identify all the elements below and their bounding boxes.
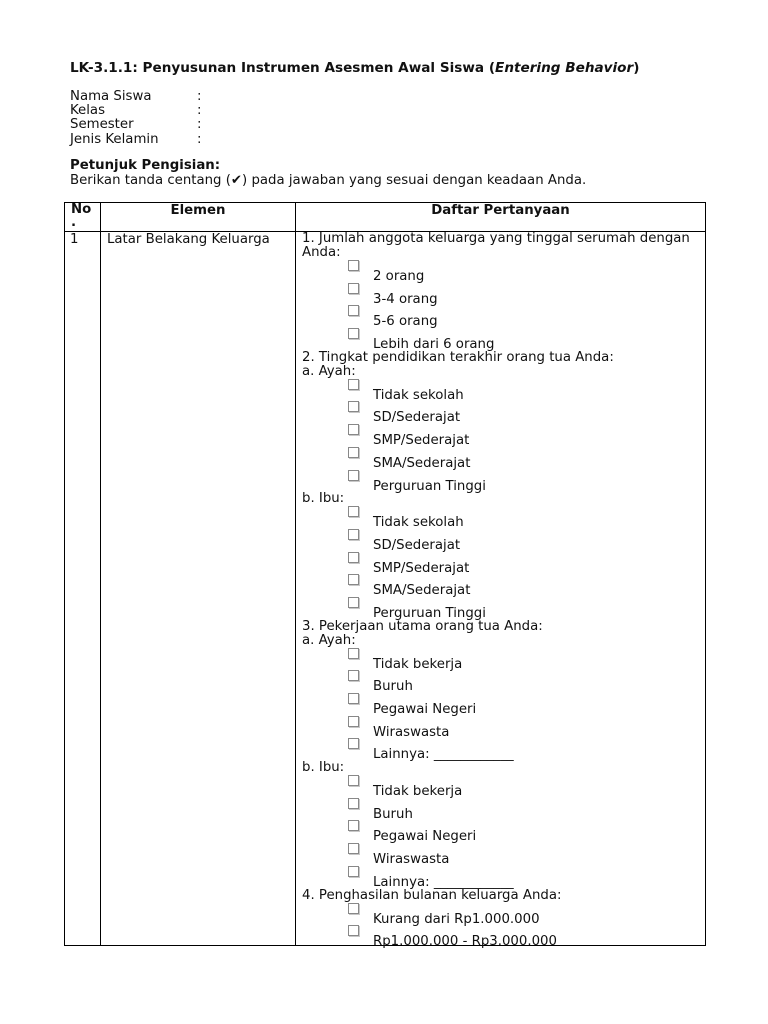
option-label: SD/Sederajat [373,410,461,426]
option-label: SMP/Sederajat [373,433,470,449]
option-q3-ayah-5[interactable] [302,738,705,761]
row-elemen: Latar Belakang Keluarga [101,232,296,946]
option-label: Kurang dari Rp1.000.000 [373,911,540,927]
identity-colon: : [197,89,202,104]
question-list [296,231,706,950]
option-label: Wiraswasta [373,724,450,740]
question-2-ayah-label: a. Ayah: [302,363,356,379]
title-close: ) [633,60,640,76]
question-1-text: 1. Jumlah anggota keluarga yang tinggal serumah dengan Anda: [302,231,690,260]
checkbox-icon[interactable] [348,775,359,786]
option-q2-ayah-1[interactable] [302,379,705,402]
option-label: Perguruan Tinggi [373,478,486,494]
option-label: Buruh [373,679,413,695]
option-label: Pegawai Negeri [373,829,477,845]
checkbox-icon[interactable] [348,597,359,608]
option-q3-ayah-3[interactable] [302,693,705,716]
option-label: Tidak sekolah [373,387,464,403]
column-header-daftar-pertanyaan: Daftar Pertanyaan [296,203,706,232]
option-q1-3[interactable] [302,305,705,328]
identity-label: Kelas [70,103,106,119]
identity-label: Semester [70,117,134,133]
question-3-ibu-label: b. Ibu: [302,760,345,776]
option-label: 3-4 orang [373,291,438,307]
checkbox-icon[interactable] [348,506,359,517]
instructions-text: Berikan tanda centang (✔) pada jawaban yang sesuai dengan keadaan Anda. [70,173,587,188]
option-q3-ayah-2[interactable] [302,670,705,693]
checkbox-icon[interactable] [348,820,359,831]
checkbox-icon[interactable] [348,798,359,809]
identity-label: Jenis Kelamin [70,131,159,147]
option-q2-ayah-3[interactable] [302,424,705,447]
option-q2-ibu-4[interactable] [302,574,705,597]
option-label: SMA/Sederajat [373,583,471,599]
checkbox-icon[interactable] [348,866,359,877]
option-q2-ayah-5[interactable] [302,470,705,493]
checkbox-icon[interactable] [348,738,359,749]
option-label: Wiraswasta [373,852,450,868]
questionnaire-table [64,202,706,950]
checkbox-icon[interactable] [348,843,359,854]
title-italic: Entering Behavior [495,60,634,76]
option-label: Buruh [373,806,413,822]
option-label: SMA/Sederajat [373,455,471,471]
question-3-ayah-label: a. Ayah: [302,632,356,648]
option-label: Lebih dari 6 orang [373,337,495,353]
checkbox-icon[interactable] [348,716,359,727]
option-label: Tidak bekerja [373,784,463,800]
option-label: Pegawai Negeri [373,702,477,717]
checkbox-icon[interactable] [348,648,359,659]
column-header-no [65,203,101,232]
option-q1-2[interactable] [302,283,705,306]
question-2-ibu-label: b. Ibu: [302,491,345,507]
checkbox-icon[interactable] [348,379,359,390]
checkbox-icon[interactable] [348,529,359,540]
option-label: Perguruan Tinggi [373,605,486,621]
option-q4-1[interactable] [302,903,705,926]
checkbox-icon[interactable] [348,424,359,435]
option-q3-ayah-4[interactable] [302,716,705,739]
option-q2-ibu-3[interactable] [302,552,705,575]
document-title [70,61,639,76]
option-label: Lainnya: ____________ [373,874,514,890]
identity-colon: : [197,103,202,119]
checkbox-icon[interactable] [348,328,359,339]
option-q2-ayah-2[interactable] [302,401,705,424]
option-q2-ibu-1[interactable] [302,506,705,529]
option-q2-ayah-4[interactable] [302,447,705,470]
table-header-row [65,203,706,232]
checkbox-icon[interactable] [348,693,359,704]
option-q3-ibu-1[interactable] [302,775,705,798]
option-q3-ibu-5[interactable] [302,866,705,889]
option-q3-ayah-1[interactable] [302,648,705,671]
identity-colon: : [197,131,202,147]
column-header-elemen: Elemen [101,203,296,232]
instructions [70,158,586,188]
option-q4-2[interactable] [302,925,705,950]
option-label: 2 orang [373,269,425,284]
title-main: LK-3.1.1: Penyusunan Instrumen Asesmen Awal Siswa ( [70,60,496,76]
checkbox-icon[interactable] [348,552,359,563]
checkbox-icon[interactable] [348,260,359,271]
option-q2-ibu-5[interactable] [302,597,705,620]
question-3-text: 3. Pekerjaan utama orang tua Anda: [302,618,543,634]
identity-colon: : [197,117,202,133]
question-4-text: 4. Penghasilan bulanan keluarga Anda: [302,887,562,903]
question-2-text: 2. Tingkat pendidikan terakhir orang tua Anda: [302,349,614,365]
identity-label: Nama Siswa [70,89,152,104]
row-number: 1 [65,232,101,946]
checkbox-icon[interactable] [348,447,359,458]
option-q3-ibu-2[interactable] [302,798,705,821]
checkbox-icon[interactable] [348,470,359,481]
option-label: Lainnya: ____________ [373,747,514,763]
instructions-title: Petunjuk Pengisian: [70,158,221,173]
checkbox-icon[interactable] [348,925,359,936]
option-q2-ibu-2[interactable] [302,529,705,552]
option-label: 5-6 orang [373,314,438,330]
checkbox-icon[interactable] [348,574,359,585]
checkbox-icon[interactable] [348,305,359,316]
option-label: Tidak sekolah [373,515,464,531]
option-label: Tidak bekerja [373,656,463,672]
checkbox-icon[interactable] [348,283,359,294]
option-label: SMP/Sederajat [373,560,470,576]
option-q1-1[interactable] [302,260,705,283]
checkbox-icon[interactable] [348,401,359,412]
checkbox-icon[interactable] [348,670,359,681]
option-q3-ibu-4[interactable] [302,843,705,866]
option-q3-ibu-3[interactable] [302,820,705,843]
column-header-no-text: No . [71,202,92,230]
option-q1-4[interactable] [302,328,705,351]
checkbox-icon[interactable] [348,903,359,914]
option-label: Rp1.000.000 - Rp3.000.000 [373,934,557,950]
table-row [65,232,706,946]
option-label: SD/Sederajat [373,537,461,553]
